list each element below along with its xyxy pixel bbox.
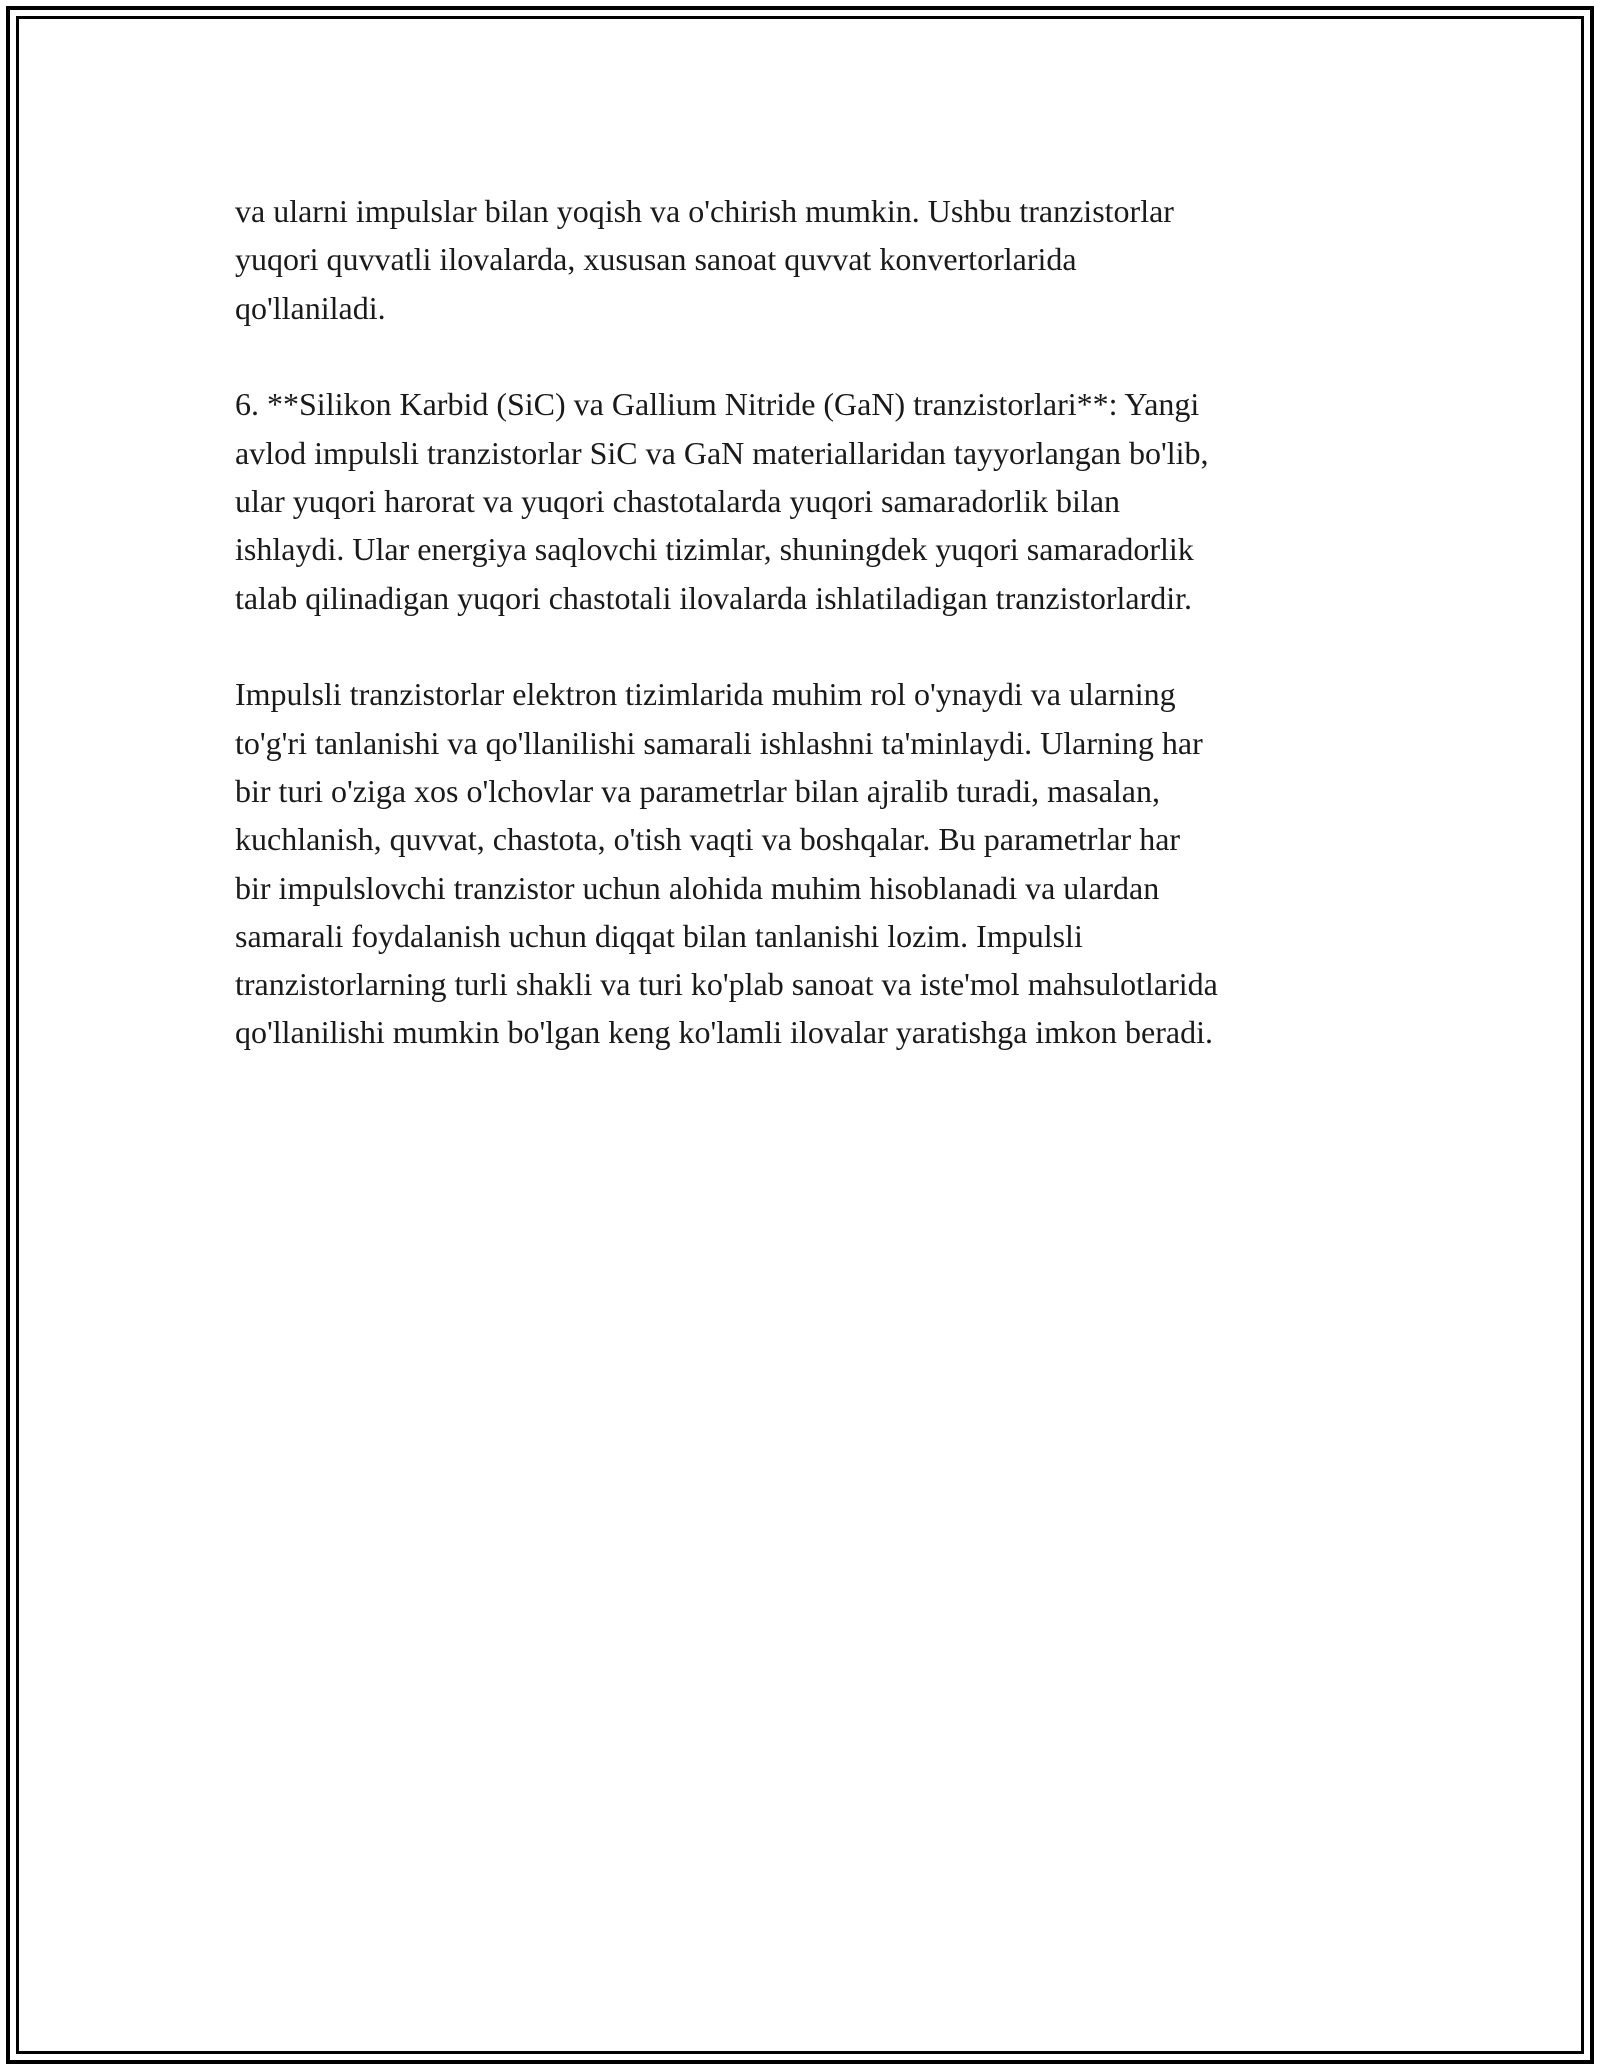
paragraph-conclusion: Impulsli tranzistorlar elektron tizimlarida muhim rol o'ynaydi va ularning to'g'ri tanlanishi va qo'llanilishi samarali ishlashni ta'minlaydi. Ularning har bir turi o'ziga xos o'lchovlar va parametrlar bilan ajralib turadi, masalan, kuchlanish, quvvat, chastota, o'tish vaqti va boshqalar. Bu parametrlar har bir impulslovchi tranzistor uchun alohida muhim hisoblanadi va ulardan samarali foydalanish uchun diqqat bilan tanlanishi lozim. Impulsli tranzistorlarning turli shakli va turi ko'plab sanoat va iste'mol mahsulotlarida qo'llanilishi mumkin bo'lgan keng ko'lamli ilovalar yaratishga imkon beradi. [235, 676, 1218, 1051]
paragraph-sic-gan-transistors: 6. **Silikon Karbid (SiC) va Gallium Nitride (GaN) tranzistorlari**: Yangi avlod impulsli tranzistorlar SiC va GaN materiallaridan tayyorlangan bo'lib, ular yuqori harorat va yuqori chastotalarda yuqori samaradorlik bilan ishlaydi. Ular energiya saqlovchi tizimlar, shuningdek yuqori samaradorlik talab qilinadigan yuqori chastotali ilovalarda ishlatiladigan tranzistorlardir. [235, 386, 1209, 616]
paragraph-continuation: va ularni impulslar bilan yoqish va o'chirish mumkin. Ushbu tranzistorlar yuqori quvvatli ilovalarda, xususan sanoat quvvat konvertorlarida qo'llaniladi. [235, 193, 1174, 326]
page-content [235, 187, 1375, 1105]
